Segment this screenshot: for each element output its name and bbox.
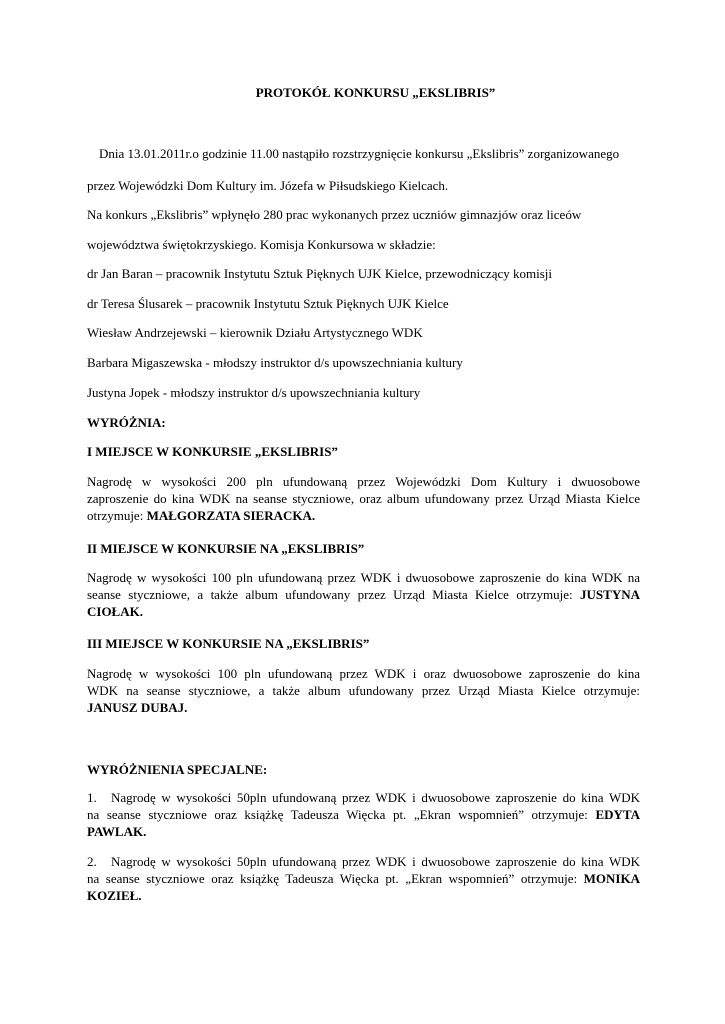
- intro-line-4: województwa świętokrzyskiego. Komisja Konkursowa w składzie:: [87, 237, 436, 252]
- special-heading: WYRÓŻNIENIA SPECJALNE:: [87, 762, 268, 777]
- second-place-winner-last: CIOŁAK.: [87, 604, 143, 619]
- second-place-line-1: Nagrodę w wysokości 100 pln ufundowaną przez WDK i dwuosobowe zaproszenie do kina WDK na: [87, 570, 640, 585]
- special-item-2: [87, 853, 640, 904]
- first-place-line-1: Nagrodę w wysokości 200 pln ufundowaną przez Wojewódzki Dom Kultury i dwuosobowe: [87, 474, 640, 489]
- special-item-2-line-1: 2. Nagrodę w wysokości 50pln ufundowaną przez WDK i dwuosobowe zaproszenie do kina WDK: [87, 854, 640, 869]
- second-place-text: [87, 569, 640, 620]
- document-title: PROTOKÓŁ KONKURSU „EKSLIBRIS”: [255, 85, 496, 100]
- first-place-line-3: [87, 507, 640, 524]
- special-item-1: [87, 789, 640, 840]
- special-item-2-winner-last: KOZIEŁ.: [87, 888, 142, 903]
- first-place-winner: MAŁGORZATA SIERACKA.: [146, 508, 316, 523]
- third-place-line-2: WDK na seanse styczniowe, a także album ufundowany przez Urząd Miasta Kielce otrzymuje:: [87, 683, 640, 698]
- special-item-2-number: 2.: [87, 854, 97, 869]
- third-place-text: [87, 665, 640, 716]
- third-place-winner: JANUSZ DUBAJ.: [87, 700, 188, 715]
- first-place-prefix: otrzymuje:: [87, 508, 147, 523]
- awards-heading: WYRÓŻNIA:: [87, 415, 166, 430]
- first-place-line-2: zaproszenie do kina WDK na seanse styczniowe, oraz album ufundowany przez Urząd Miasta Kielce: [87, 491, 640, 506]
- special-item-2-line-2: na seanse styczniowe oraz książkę Tadeusza Więcka pt. „Ekran wspomnień” otrzymuje: MONIKA: [87, 871, 640, 886]
- second-place-line-2: [87, 586, 640, 603]
- special-item-1-number: 1.: [87, 790, 97, 805]
- special-item-1-line-2: na seanse styczniowe oraz książkę Tadeusza Więcka pt. „Ekran wspomnień” otrzymuje: EDYTA: [87, 807, 640, 822]
- special-item-2-winner-first: MONIKA: [583, 871, 640, 886]
- second-place-heading: II MIEJSCE W KONKURSIE NA „EKSLIBRIS”: [87, 541, 365, 556]
- third-place-heading: III MIEJSCE W KONKURSIE NA „EKSLIBRIS”: [87, 636, 370, 651]
- jury-member: Wiesław Andrzejewski – kierownik Działu Artystycznego WDK: [87, 325, 423, 340]
- first-place-heading: I MIEJSCE W KONKURSIE „EKSLIBRIS”: [87, 444, 338, 459]
- intro-line-3: Na konkurs „Ekslibris” wpłynęło 280 prac wykonanych przez uczniów gimnazjów oraz liceów: [87, 207, 582, 222]
- special-item-1-line-1: 1. Nagrodę w wysokości 50pln ufundowaną przez WDK i dwuosobowe zaproszenie do kina WDK: [87, 790, 640, 805]
- special-item-1-winner-last: PAWLAK.: [87, 824, 147, 839]
- intro-line-1: Dnia 13.01.2011r.o godzinie 11.00 nastąpiło rozstrzygnięcie konkursu „Ekslibris” zorganizowanego: [99, 146, 620, 161]
- intro-line-2: przez Wojewódzki Dom Kultury im. Józefa w Piłsudskiego Kielcach.: [87, 178, 449, 193]
- second-place-winner-first: JUSTYNA: [580, 587, 640, 602]
- jury-member: Justyna Jopek - młodszy instruktor d/s upowszechniania kultury: [87, 385, 421, 400]
- jury-member: dr Teresa Ślusarek – pracownik Instytutu Sztuk Pięknych UJK Kielce: [87, 296, 449, 311]
- second-place-prefix: seanse styczniowe, a także album ufundowany przez Urząd Miasta Kielce otrzymuje:: [87, 587, 581, 602]
- first-place-text: [87, 473, 640, 524]
- jury-member: Barbara Migaszewska - młodszy instruktor d/s upowszechniania kultury: [87, 355, 463, 370]
- jury-member: dr Jan Baran – pracownik Instytutu Sztuk Pięknych UJK Kielce, przewodniczący komisji: [87, 266, 552, 281]
- third-place-line-1: Nagrodę w wysokości 100 pln ufundowaną przez WDK i oraz dwuosobowe zaproszenie do kina: [87, 666, 640, 681]
- special-item-1-winner-first: EDYTA: [595, 807, 640, 822]
